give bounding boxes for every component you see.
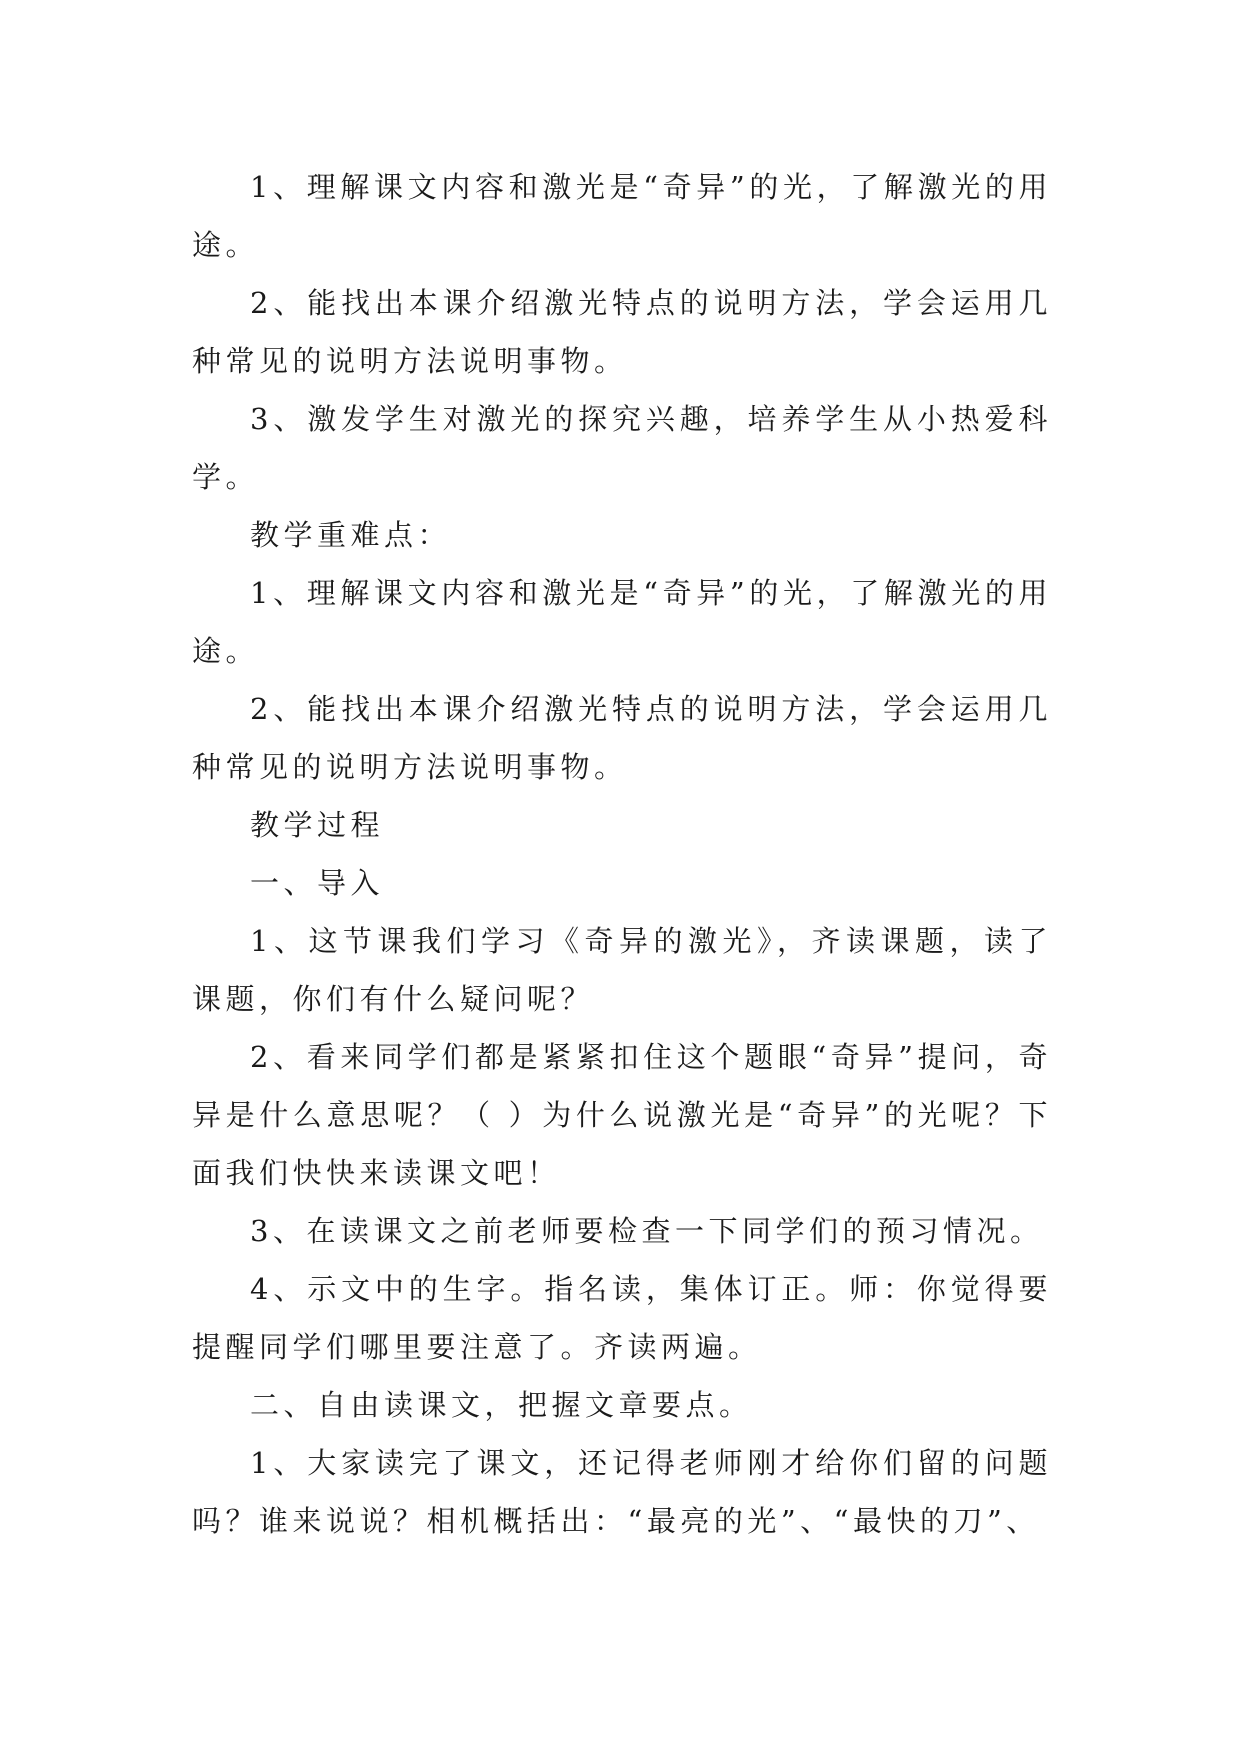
paragraph-intro-1: 1、这节课我们学习《奇异的激光》，齐读课题，读了课题，你们有什么疑问呢？ [192, 924, 1052, 1016]
paragraph-objective-2: 2、能找出本课介绍激光特点的说明方法，学会运用几种常见的说明方法说明事物。 [192, 286, 1052, 378]
paragraph-intro-3: 3、在读课文之前老师要检查一下同学们的预习情况。 [250, 1214, 1044, 1248]
paragraph-intro-2: 2、看来同学们都是紧紧扣住这个题眼“奇异”提问，奇异是什么意思呢？（ ）为什么说激光是“奇异”的光呢？下面我们快快来读课文吧！ [192, 1040, 1052, 1190]
paragraph-intro-4: 4、示文中的生字。指名读，集体订正。师：你觉得要提醒同学们哪里要注意了。齐读两遍。 [192, 1272, 1052, 1364]
paragraph-objective-1: 1、理解课文内容和激光是“奇异”的光，了解激光的用途。 [192, 170, 1052, 262]
heading-introduction: 一、导入 [250, 866, 385, 900]
document-body [192, 158, 1052, 1550]
paragraph-reading-1: 1、大家读完了课文，还记得老师刚才给你们留的问题吗？谁来说说？相机概括出：“最亮的光”、“最快的刀”、 [192, 1446, 1052, 1538]
paragraph-objective-3: 3、激发学生对激光的探究兴趣，培养学生从小热爱科学。 [192, 402, 1052, 494]
heading-key-points: 教学重难点： [250, 518, 452, 552]
paragraph-key-point-1: 1、理解课文内容和激光是“奇异”的光，了解激光的用途。 [192, 576, 1052, 668]
heading-teaching-process: 教学过程 [250, 808, 385, 842]
paragraph-key-point-2: 2、能找出本课介绍激光特点的说明方法，学会运用几种常见的说明方法说明事物。 [192, 692, 1052, 784]
heading-free-reading: 二、自由读课文，把握文章要点。 [250, 1388, 753, 1422]
